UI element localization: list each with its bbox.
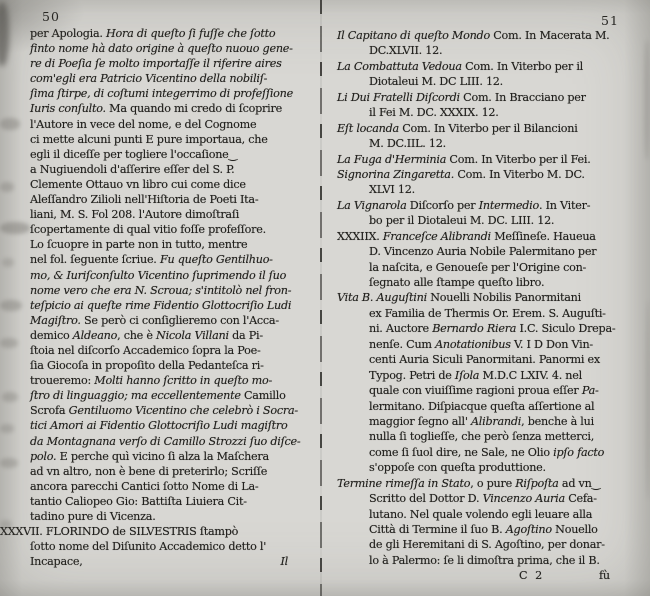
left-column-last-line: [30, 554, 288, 569]
margin-smudge: [646, 300, 650, 500]
text-line: Iuris conſulto. Ma quando mi credo di ſcoprire: [30, 102, 282, 116]
margin-smudge: [0, 458, 18, 468]
text-line: nulla ſi toglieſſe, che però ſenza metterci,: [369, 430, 594, 444]
text-line: ſtoia nel diſcorſo Accademico ſopra la Poe-: [30, 343, 261, 357]
text-line: finto nome hà dato origine à queſto nuouo gene-: [30, 42, 293, 56]
text-line: XXXIIX. Franceſce Alibrandi Meſſineſe. Haueua: [337, 229, 596, 243]
text-line: Città di Termine il ſuo B. Agoſtino Nouello: [369, 523, 598, 536]
text-line: il Fei M. DC. XXXIX. 12.: [369, 106, 499, 120]
text-line: troueremo: Molti hanno ſcritto in queſto mo-: [30, 374, 273, 388]
text-line: de gli Heremitani di S. Agoſtino, per donar-: [369, 538, 605, 552]
text-line: ſia Giocoſa in propoſito della Pedanteſca ri-: [30, 359, 264, 373]
text-line: nel fol. ſeguente ſcriue. Fu queſto Gentilhuo-: [30, 253, 273, 267]
text-line: Li Dui Fratelli Diſcordi Com. In Bracciano per: [337, 90, 586, 104]
text-line: lermitano. Diſpiacque queſta aſſertione al: [369, 399, 595, 413]
text-line: Termine rimeſſa in Stato, o pure Riſpoſta ad vn‿: [337, 476, 601, 490]
margin-smudge: [0, 118, 20, 130]
page-number-left: 50: [42, 9, 60, 24]
text-line: XXXVII. FLORINDO de SILVESTRIS ſtampò: [0, 525, 239, 539]
text-line: la naſcita, e Genoueſe per l'Origine con-: [369, 260, 587, 274]
text-line: ſcopertamente di qual vitio foſſe profeſſore.: [30, 223, 266, 237]
text-line: liani, M. S. Fol 208. l'Autore dimoſtraſi: [30, 208, 240, 222]
margin-smudge: [0, 182, 14, 192]
margin-smudge: [2, 392, 18, 402]
catchword-right: fù: [599, 569, 610, 583]
text-line: Typog. Petri de Iſola M.D.C LXIV. 4. nel: [369, 368, 582, 382]
text-line: ſegnato alle ſtampe queſto libro.: [369, 276, 545, 289]
text-line: DC.XLVII. 12.: [369, 44, 443, 58]
text-line: tadino pure di Vicenza.: [30, 510, 156, 523]
text-line: bo per il Diotaleui M. DC. LIII. 12.: [369, 214, 555, 228]
text-line: s'oppoſe con queſta produttione.: [369, 461, 546, 475]
text-line: nenſe. Cum Anotationibus V. I D Don Vin-: [369, 337, 593, 351]
text-line: ſima ſtirpe, di coſtumi integerrimo di profeſſione: [30, 87, 293, 101]
last-line-text: Incapace,: [30, 555, 83, 569]
text-line: Clemente Ottauo vn libro cui come dice: [30, 177, 246, 191]
left-column-text: [0, 26, 322, 569]
margin-smudge: [2, 258, 14, 267]
text-line: ſtro di linguaggio; ma eccellentemente Camillo: [30, 389, 286, 403]
catchword-left: Il: [280, 555, 288, 569]
right-column-text: [337, 28, 642, 584]
text-line: tantio Caliopeo Gio: Battiſta Liuiera Cit-: [30, 494, 247, 508]
right-column-lines: [337, 28, 642, 568]
text-line: Magiſtro. Se però ci conſiglieremo con l'Acca-: [30, 313, 279, 327]
text-line: Signorina Zingaretta. Com. In Viterbo M. DC.: [337, 167, 585, 181]
left-column-lines: [0, 26, 322, 554]
text-line: Scritto del Dottor D. Vincenzo Auria Cefa-: [369, 492, 597, 506]
text-line: Lo ſcuopre in parte non in tutto, mentre: [30, 238, 248, 252]
margin-smudge: [0, 300, 22, 311]
text-line: ad vn altro, non è bene di preterirlo; Scriſſe: [30, 464, 268, 478]
text-line: XLVI 12.: [369, 183, 415, 197]
text-line: come ſi ſuol dire, ne Sale, ne Olio ipſo facto: [369, 445, 605, 459]
text-line: egli il diceſſe per togliere l'occaſione‿: [30, 147, 238, 161]
text-line: ex Familia de Thermis Or. Erem. S. Auguſti-: [369, 306, 606, 320]
text-line: per Apologia. Hora di queſto ſi fuſſe che ſotto: [30, 27, 276, 40]
text-line: demico Aldeano, che è Nicola Villani da Pi-: [30, 328, 263, 342]
margin-smudge: [0, 424, 14, 433]
text-line: Eſt locanda Com. In Viterbo per il Bilancioni: [337, 121, 578, 135]
text-line: Diotaleui M. DC LIII. 12.: [369, 75, 503, 89]
margin-smudge: [0, 2, 9, 66]
text-line: com'egli era Patricio Vicentino della nobiliſ-: [30, 72, 268, 86]
margin-smudge: [644, 40, 650, 160]
text-line: polo. E perche quì vicino ſi alza la Maſchera: [30, 449, 269, 463]
text-line: Aleſſandro Zilioli nell'Hiſtoria de Poeti Ita-: [30, 193, 259, 207]
text-line: nome vero che era N. Scroua; s'intitolò nel fron-: [30, 283, 292, 297]
text-line: Il Capitano di queſto Mondo Com. In Macerata M.: [337, 29, 610, 42]
text-line: D. Vincenzo Auria Nobile Palermitano per: [369, 245, 597, 259]
text-line: ſotto nome del Diſunito Accademico detto l': [30, 540, 267, 554]
text-line: lutano. Nel quale volendo egli leuare alla: [369, 507, 593, 521]
text-line: La Combattuta Vedoua Com. In Viterbo per il: [337, 59, 583, 73]
text-line: da Montagnana verſo di Camillo Strozzi ſuo diſce-: [30, 434, 301, 448]
text-line: a Nugiuendoli d'aſſerire eſſer del S. P.: [30, 162, 235, 176]
page-number-right: 51: [601, 13, 619, 28]
text-line: quale con viuiſſime ragioni proua eſſer Pa-: [369, 384, 599, 398]
text-line: tici Amori ai Fidentio Glottocriſio Ludi magiſtro: [30, 419, 288, 433]
text-line: Scrofa Gentiluomo Vicentino che celebrò i Socra-: [30, 404, 298, 418]
text-line: ancora parecchi Cantici ſotto Nome di La-: [30, 479, 259, 493]
margin-smudge: [0, 338, 18, 348]
text-line: La Vignarola Diſcorſo per Intermedio. In Viter-: [337, 198, 591, 212]
text-line: ni. Auctore Bernardo Riera I.C. Siculo Drepa-: [369, 322, 616, 336]
text-line: Vita B. Auguſtini Nouelli Nobilis Panormitani: [337, 291, 581, 305]
text-line: ci mette alcuni punti E pure importaua, che: [30, 132, 268, 146]
margin-smudge: [0, 222, 30, 234]
text-line: re di Poeſia ſe molto importaſſe il riferire aires: [30, 57, 282, 71]
text-line: lo à Palermo: ſe li dimoſtra prima, che il B.: [369, 553, 600, 567]
text-line: l'Autore in vece del nome, e del Cognome: [30, 117, 257, 131]
text-line: mo, & Iuriſconſulto Vicentino ſuprimendo il ſuo: [30, 268, 287, 282]
signature-mark: C 2: [519, 569, 545, 583]
text-line: La Fuga d'Herminia Com. In Viterbo per il Fei.: [337, 152, 591, 166]
text-line: teſpicio ai queſte rime Fidentio Glottocriſio Ludi: [30, 298, 292, 312]
right-column-last-line: [337, 568, 642, 583]
text-line: maggior ſegno all' Alibrandi, benche à lui: [369, 414, 594, 428]
text-line: M. DC.IIL. 12.: [369, 137, 446, 151]
text-line: centi Auria Siculi Panormitani. Panormi ex: [369, 353, 600, 367]
